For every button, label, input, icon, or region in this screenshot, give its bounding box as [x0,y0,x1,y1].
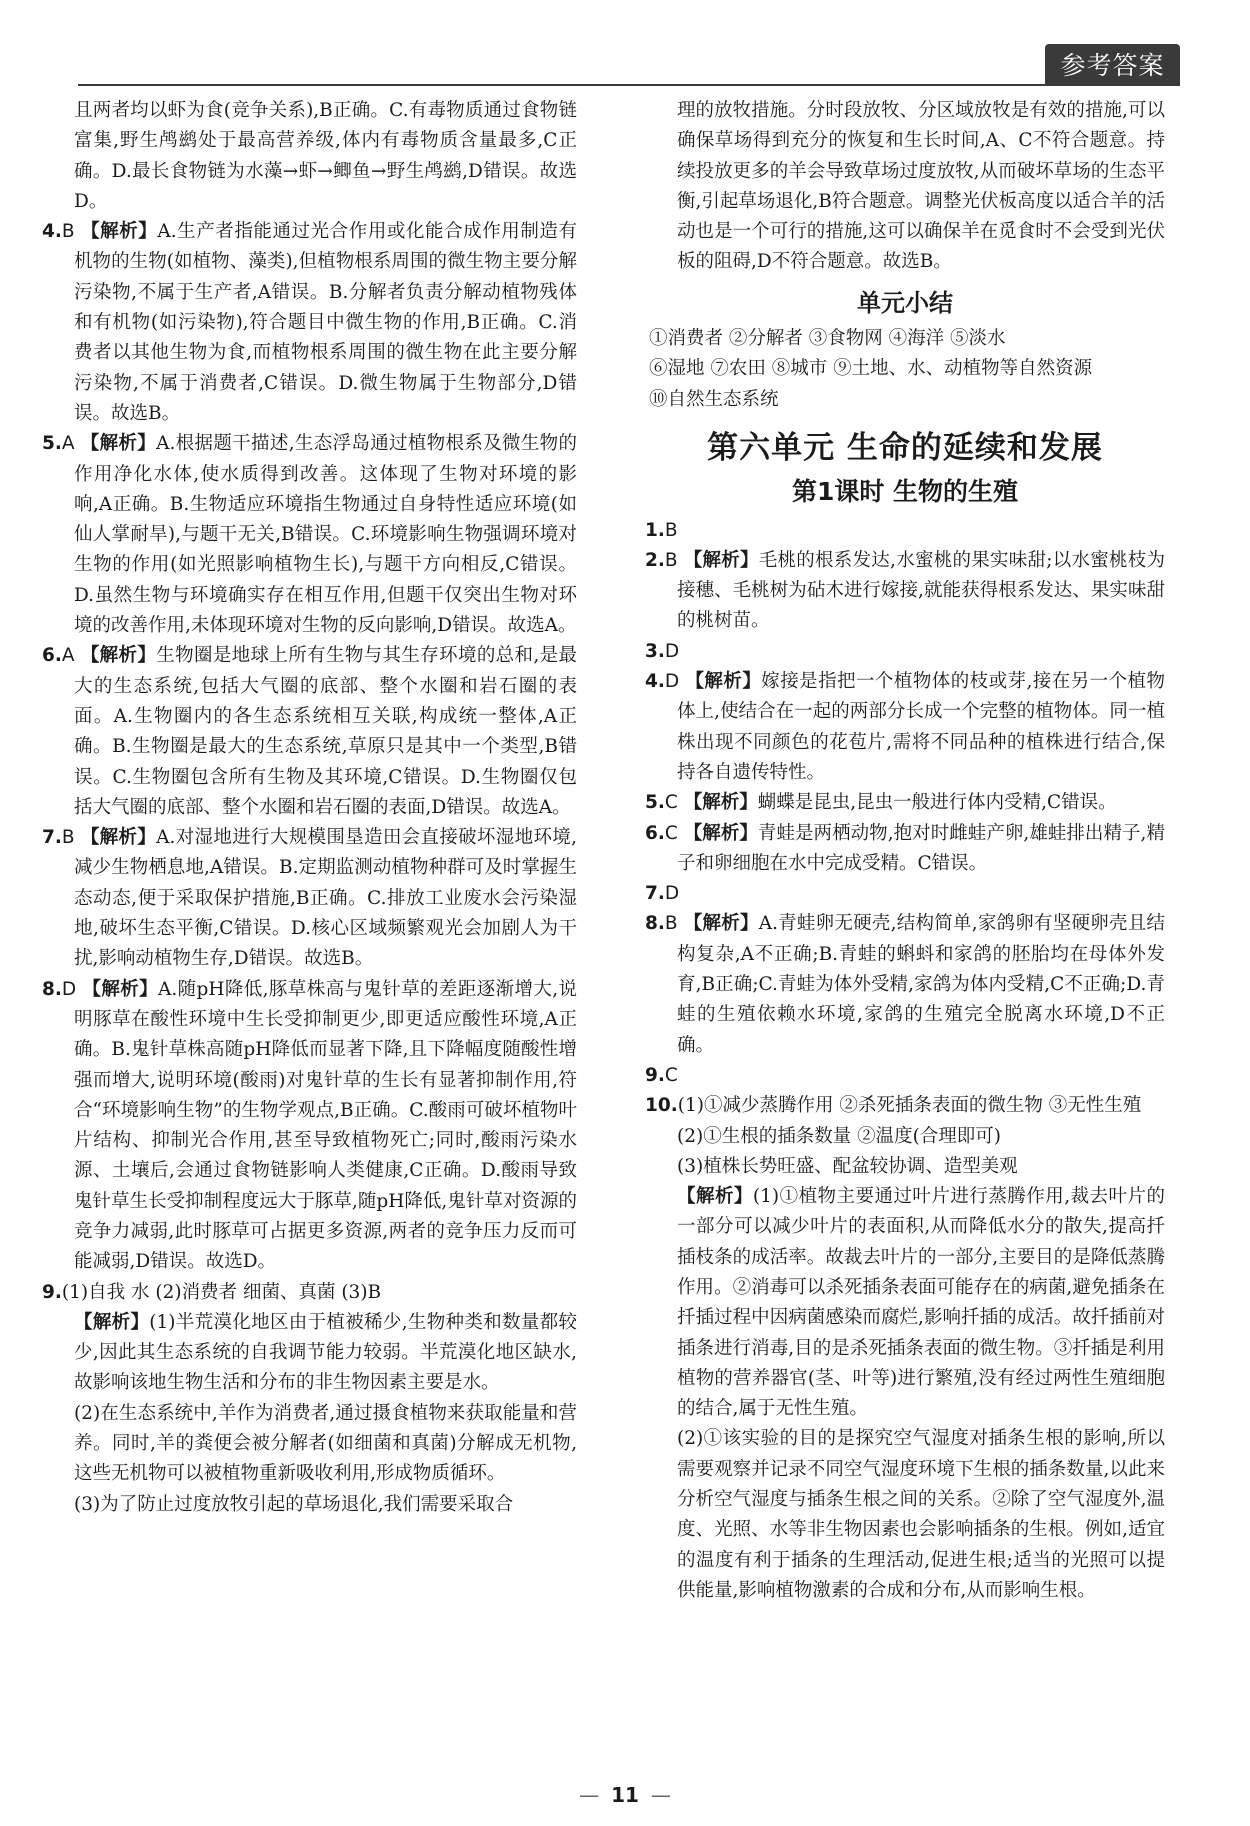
analysis-tag: 【解析】 [685,671,762,693]
analysis-text: A.根据题干描述,生态浮岛通过植物根系及微生物的作用净化水体,使水质得到改善。这体现了生物对环境的影响,A正确。B.生物适应环境指生物通过自身特性适应环境(如仙人掌耐旱),与题干无关,B错误。C.环境影响生物强调环境对生物的作用(如光照影响植物生长),与题干方向相反,C错误。D.虽然生物与环境确实存在相互作用,但题干仅突出生物对环境的改善作用,未体现环境对生物的反向影响,D错误。故选A。 [74,433,577,637]
answer-item-9 [42,1278,577,1308]
analysis-paragraph [42,1308,577,1399]
item-number: 1. [645,519,665,541]
item-answer: D [664,883,680,905]
analysis-tag: 【解析】 [80,827,157,849]
answer-item-3 [645,637,1165,667]
analysis-tag: 【解析】 [683,822,758,844]
item-number: 5. [42,433,62,455]
item-number: 3. [645,640,665,662]
answer-item-8 [42,975,577,1278]
lesson-title: 第1课时 生物的生殖 [791,477,1019,507]
continuation-text: 且两者均以虾为食(竞争关系),B正确。C.有毒物质通过食物链富集,野生鸬鹚处于最高营养级,体内有毒物质含量最多,C正确。D.最长食物链为水藻→虾→鲫鱼→野生鸬鹚,D错误。故选D。 [74,100,577,212]
answer-item-7 [42,823,577,974]
item-number: 6. [42,645,62,667]
item-answer: B [664,519,678,541]
analysis-tag: 【解析】 [74,1311,150,1333]
analysis-tag: 【解析】 [677,1186,753,1208]
continuation-text: 理的放牧措施。分时段放牧、分区域放牧是有效的措施,可以确保草场得到充分的恢复和生长时间,A、C不符合题意。持续投放更多的羊会导致草场过度放牧,从而破坏草场的生态平衡,引起草场退化,B符合题意。调整光伏板高度以适合羊的活动也是一个可行的措施,这可以确保羊在觅食时不会受到光伏板的阻碍,D不符合题意。故选B。 [677,100,1165,273]
item-answer: C [664,822,678,844]
page-number: — 11 — [0,1783,1250,1807]
answer-item-8 [645,909,1165,1060]
analysis-paragraph [645,1182,1165,1424]
answer-item-4 [42,217,577,429]
answer-item-7 [645,879,1165,909]
analysis-tag: 【解析】 [82,978,158,1000]
analysis-text: 生物圈是地球上所有生物与其生存环境的总和,是最大的生态系统,包括大气圈的底部、整个水圈和岩石圈的表面。A.生物圈内的各生态系统相互关联,构成统一整体,A正确。B.生物圈是最大的生态系统,草原只是其中一个类型,B错误。C.生物圈包含所有生物及其环境,C错误。D.生物圈仅包括大气圈的底部、整个水圈和岩石圈的表面,D错误。故选A。 [74,645,577,818]
item-number: 2. [645,549,665,571]
item-number: 9. [645,1064,665,1086]
right-column [645,96,1165,1606]
answer-item-9 [645,1061,1165,1091]
item-number: 4. [645,671,665,693]
header-tab: 参考答案 [1045,44,1180,84]
item-answer: (1)①减少蒸腾作用 ②杀死插条表面的微生物 ③无性生殖 [677,1095,1142,1117]
item-number: 7. [42,827,62,849]
analysis-text: A.青蛙卵无硬壳,结构简单,家鸽卵有坚硬卵壳且结构复杂,A不正确;B.青蛙的蝌蚪和家鸽的胚胎均在母体外发育,B正确;C.青蛙为体外受精,家鸽为体内受精,C不正确;D.青蛙的生殖依赖水环境,家鸽的生殖完全脱离水环境,D不正确。 [677,913,1165,1056]
unit-title: 第六单元 生命的延续和发展 [707,429,1103,466]
analysis-text: (1)半荒漠化地区由于植被稀少,生物种类和数量都较少,因此其生态系统的自我调节能力较弱。半荒漠化地区缺水,故影响该地生物生活和分布的非生物因素主要是水。 [74,1311,577,1394]
analysis-text: 青蛙是两栖动物,抱对时雌蛙产卵,雄蛙排出精子,精子和卵细胞在水中完成受精。C错误。 [677,822,1165,874]
analysis-tag: 【解析】 [683,549,759,571]
analysis-paragraph: (2)在生态系统中,羊作为消费者,通过摄食植物来获取能量和营养。同时,羊的粪便会被分解者(如细菌和真菌)分解成无机物,这些无机物可以被植物重新吸收利用,形成物质循环。 [74,1402,577,1485]
answer-subline: (3)植株长势旺盛、配盆较协调、造型美观 [677,1155,1018,1177]
summary-line: ⑥湿地 ⑦农田 ⑧城市 ⑨土地、水、动植物等自然资源 [649,358,1093,380]
item-number: 8. [645,913,665,935]
header-rule [78,84,1180,86]
item-answer: A [61,645,75,667]
item-answer: B [61,221,75,243]
answer-item-10 [645,1091,1165,1121]
analysis-text: 蝴蝶是昆虫,昆虫一般进行体内受精,C错误。 [757,792,1117,814]
item-number: 7. [645,883,665,905]
item-number: 8. [42,978,62,1000]
item-number: 6. [645,822,665,844]
answer-item-4 [645,667,1165,788]
analysis-text: A.随pH降低,豚草株高与鬼针草的差距逐渐增大,说明豚草在酸性环境中生长受抑制更少,即更适应酸性环境,A正确。B.鬼针草株高随pH降低而显著下降,且下降幅度随酸性增强而增大,说明环境(酸雨)对鬼针草的生长有显著抑制作用,符合“环境影响生物”的生物学观点,B正确。C.酸雨可破坏植物叶片结构、抑制光合作用,甚至导致植物死亡;同时,酸雨污染水源、土壤后,会通过食物链影响人类健康,C正确。D.酸雨导致鬼针草生长受抑制程度远大于豚草,随pH降低,鬼针草对资源的竞争力减弱,此时豚草可占据更多资源,两者的竞争压力反而可能减弱,D错误。故选D。 [74,978,577,1273]
item-answer: C [664,1064,678,1086]
analysis-text: 嫁接是指把一个植物体的枝或芽,接在另一个植物体上,使结合在一起的两部分长成一个完整的植物体。同一植株出现不同颜色的花苞片,需将不同品种的植株进行结合,保持各自遗传特性。 [677,671,1165,783]
analysis-text: A.生产者指能通过光合作用或化能合成作用制造有机物的生物(如植物、藻类),但植物根系周围的微生物主要分解污染物,不属于生产者,A错误。B.分解者负责分解动植物残体和有机物(如污染物),符合题目中微生物的作用,B正确。C.消费者以其他生物为食,而植物根系周围的微生物在此主要分解污染物,不属于消费者,C错误。D.微生物属于生物部分,D错误。故选B。 [74,221,577,424]
item-answer: A [61,433,75,455]
answer-item-5 [645,788,1165,818]
analysis-tag: 【解析】 [80,645,157,667]
answer-item-2 [645,546,1165,637]
item-number: 10. [645,1095,678,1117]
item-number: 9. [42,1281,62,1303]
analysis-text: (1)①植物主要通过叶片进行蒸腾作用,裁去叶片的一部分可以减少叶片的表面积,从而降低水分的散失,提高扦插枝条的成活率。故裁去叶片的一部分,主要目的是降低蒸腾作用。②消毒可以杀死插条表面可能存在的病菌,避免插条在扦插过程中因病菌感染而腐烂,影响扦插的成活。故扦插前对插条进行消毒,目的是杀死插条表面的微生物。③扦插是利用植物的营养器官(茎、叶等)进行繁殖,没有经过两性生殖细胞的结合,属于无性生殖。 [677,1186,1165,1420]
unit-summary-title: 单元小结 [857,288,953,317]
item-answer: D [61,978,77,1000]
analysis-tag: 【解析】 [81,221,158,243]
item-answer: B [61,827,75,849]
analysis-paragraph: (2)①该实验的目的是探究空气湿度对插条生根的影响,所以需要观察并记录不同空气湿度环境下生根的插条数量,以此来分析空气湿度与插条生根之间的关系。②除了空气湿度外,温度、光照、水等非生物因素也会影响插条的生根。例如,适宜的温度有利于插条的生理活动,促进生根;适当的光照可以提供能量,影响植物激素的合成和分布,从而影响生根。 [677,1428,1165,1601]
analysis-tag: 【解析】 [683,913,759,935]
analysis-tag: 【解析】 [80,433,157,455]
left-column [42,96,577,1520]
item-answer: C [664,792,678,814]
analysis-paragraph: (3)为了防止过度放牧引起的草场退化,我们需要采取合 [74,1493,514,1515]
item-answer: B [664,913,678,935]
item-answer: D [664,640,680,662]
summary-line: ①消费者 ②分解者 ③食物网 ④海洋 ⑤淡水 [649,328,1006,350]
answer-item-6 [645,819,1165,880]
item-answer: B [664,549,678,571]
answer-item-5 [42,429,577,641]
answer-item-1 [645,516,1165,546]
answer-item-6 [42,641,577,823]
analysis-tag: 【解析】 [683,792,758,814]
item-answer: (1)自我 水 (2)消费者 细菌、真菌 (3)B [61,1281,382,1303]
item-number: 5. [645,792,665,814]
item-number: 4. [42,221,62,243]
item-answer: D [664,671,680,693]
analysis-text: A.对湿地进行大规模围垦造田会直接破坏湿地环境,减少生物栖息地,A错误。B.定期监测动植物种群可及时掌握生态动态,便于采取保护措施,B正确。C.排放工业废水会污染湿地,破坏生态平衡,C错误。D.核心区域频繁观光会加剧人为干扰,影响动植物生存,D错误。故选B。 [74,827,577,970]
analysis-text: 毛桃的根系发达,水蜜桃的果实味甜;以水蜜桃枝为接穗、毛桃树为砧木进行嫁接,就能获得根系发达、果实味甜的桃树苗。 [677,549,1165,632]
answer-subline: (2)①生根的插条数量 ②温度(合理即可) [677,1125,1002,1147]
summary-line: ⑩自然生态系统 [649,388,779,410]
